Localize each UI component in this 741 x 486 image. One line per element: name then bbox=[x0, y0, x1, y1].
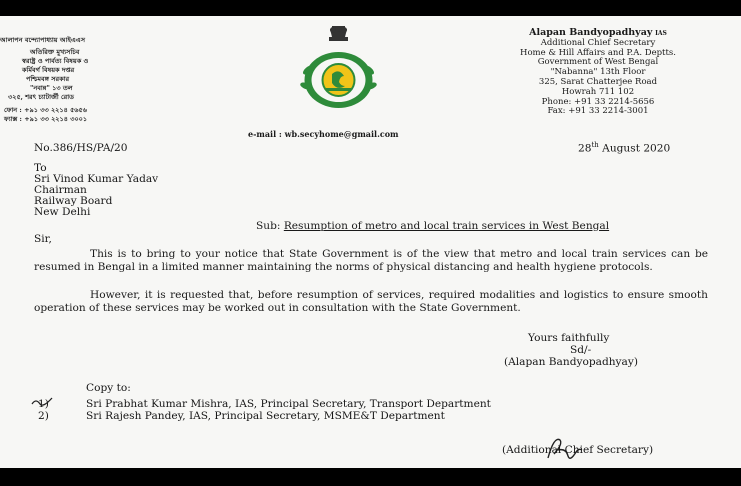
closing: Yours faithfully bbox=[528, 332, 610, 344]
letterhead-name: Alapan Bandyopadhyay bbox=[529, 27, 653, 38]
copy-1-number: 1) bbox=[38, 398, 49, 410]
letterhead-left-line-4: কর্মিবর্গ বিষয়ক দপ্তর bbox=[22, 66, 75, 74]
letterhead-left-line-7: ৩২৫, শরৎ চ্যাটার্জী রোড bbox=[8, 93, 74, 101]
letterhead-right-phone: Phone: +91 33 2214-5656 bbox=[541, 96, 655, 107]
to-label: To bbox=[34, 162, 47, 174]
letterhead-right-line-1: Additional Chief Secretary bbox=[540, 37, 656, 48]
subject-label: Sub: bbox=[256, 220, 284, 232]
subject-line bbox=[256, 220, 609, 232]
recipient-organisation: Railway Board bbox=[34, 195, 113, 207]
letterhead-right-line-6: Howrah 711 102 bbox=[561, 86, 635, 97]
recipient-city: New Delhi bbox=[34, 206, 91, 218]
signatory-name: (Alapan Bandyopadhyay) bbox=[504, 356, 638, 368]
paragraph-2: However, it is requested that, before resumption of services, required modalities and logistics to ensure smooth operation of these services may be worked out in consultation with the State Government. bbox=[34, 289, 708, 314]
letterhead-left-line-1: আলাপন বন্দ্যোপাধ্যায় আইএএস bbox=[0, 36, 86, 44]
date-suffix: th bbox=[591, 141, 599, 149]
paragraph-1: This is to bring to your notice that State Government is of the view that metro and local train services can be resumed in Bengal in a limited manner maintaining the norms of physical distancing and health hygiene protocols. bbox=[34, 248, 708, 273]
letterhead-left-fax: ফ্যাক্স : +৯১ ৩৩ ২২১৪ ৩০০১ bbox=[4, 115, 88, 123]
copy-to-label: Copy to: bbox=[86, 382, 131, 394]
letterhead-right-line-5: 325, Sarat Chatterjee Road bbox=[538, 76, 658, 87]
date-rest: August 2020 bbox=[598, 142, 671, 155]
letter-date bbox=[578, 141, 670, 155]
letterhead-left-phone: ফোন : +৯১ ৩৩ ২২১৪ ৫৬৫৬ bbox=[4, 106, 87, 114]
letterhead-left-line-2: অতিরিক্ত মুখ্যসচিব bbox=[30, 48, 80, 56]
letterhead-left-line-3: স্বরাষ্ট্র ও পার্বত্য বিষয়ক ও bbox=[22, 57, 89, 65]
footer-designation: (Additional Chief Secretary) bbox=[502, 444, 654, 456]
letterhead-left-line-6: "নবান্ন" ১৩ তল bbox=[30, 84, 73, 92]
letterhead-name-suffix: IAS bbox=[655, 30, 667, 37]
recipient-designation: Chairman bbox=[34, 184, 87, 196]
letterhead-right bbox=[498, 28, 698, 117]
letterhead-email: e-mail : wb.secyhome@gmail.com bbox=[248, 129, 399, 139]
copy-2-number: 2) bbox=[38, 410, 49, 422]
reference-number: No.386/HS/PA/20 bbox=[34, 142, 128, 154]
letterhead-right-line-2: Home & Hill Affairs and P.A. Deptts. bbox=[520, 47, 676, 58]
salutation: Sir, bbox=[34, 233, 52, 245]
handwritten-tick-icon bbox=[30, 396, 56, 410]
letterhead-right-line-3: Government of West Bengal bbox=[537, 57, 659, 68]
signed-mark: Sd/- bbox=[570, 344, 592, 356]
subject-title: Resumption of metro and local train services in West Bengal bbox=[283, 220, 610, 232]
date-day: 28 bbox=[578, 142, 592, 155]
letterhead-right-line-4: "Nabanna" 13th Floor bbox=[550, 67, 646, 78]
recipient-name: Sri Vinod Kumar Yadav bbox=[34, 173, 159, 185]
letterhead-right-fax: Fax: +91 33 2214-3001 bbox=[547, 106, 649, 117]
letterhead-left-line-5: পশ্চিমবঙ্গ সরকার bbox=[26, 75, 70, 83]
copy-1-text: Sri Prabhat Kumar Mishra, IAS, Principal Secretary, Transport Department bbox=[86, 398, 491, 410]
copy-2-text: Sri Rajesh Pandey, IAS, Principal Secretary, MSME&T Department bbox=[86, 410, 445, 422]
letter-page bbox=[0, 16, 741, 468]
west-bengal-emblem-icon bbox=[286, 24, 391, 114]
